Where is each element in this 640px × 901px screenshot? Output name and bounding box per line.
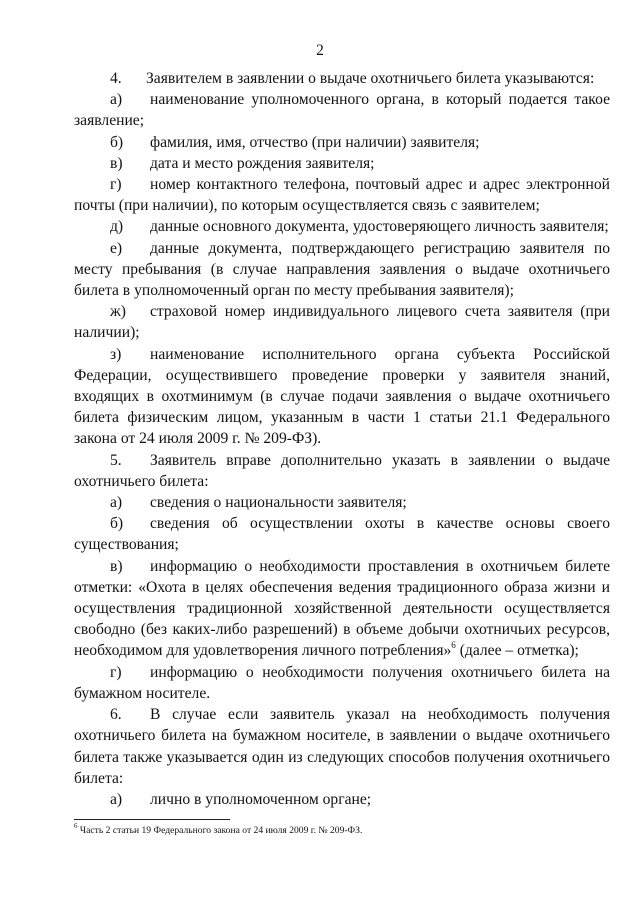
item-marker: 5. [110,451,122,469]
item-text: сведения о национальности заявителя; [150,494,407,512]
item-marker: е) [110,239,123,257]
item-text: информацию о необходимости получения охотничьего билета на бумажном носителе. [74,663,610,702]
item-marker: а) [110,790,123,808]
item-text: номер контактного телефона, почтовый адрес и адрес электронной почты (при наличии), по которым осуществляется связь с заявителем; [74,176,610,215]
item-5v [74,556,610,662]
item-marker: а) [110,494,123,512]
item-text: данные документа, подтверждающего регистрацию заявителя по месту пребывания (в случае направления заявления о выдаче охотничьего билета в уполномоченный орган по месту пребывания заявителя); [74,239,610,300]
item-marker: б) [110,133,124,151]
item-text: В случае если заявитель указал на необходимость получения охотничьего билета на бумажном носителе, в заявлении о выдаче охотничьего билета также указывается один из следующих способов получения охотничьего билета: [74,706,610,787]
item-marker: в) [110,557,123,575]
paragraph-6 [74,704,610,789]
item-text: фамилия, имя, отчество (при наличии) заявителя; [150,133,480,151]
item-text: наименование исполнительного органа субъекта Российской Федерации, осуществившего проведение проверки у заявителя знаний, входящих в охотминимум (в случае подачи заявления о выдаче охотничьего билета физическим лицом, указанным в части 1 статьи 21.1 Федерального закона от 24 июля 2009 г. № 209-ФЗ). [74,345,610,448]
paragraph-5 [74,450,610,492]
footnote [74,821,610,837]
item-marker: в) [110,154,123,172]
item-5b [74,513,610,555]
item-marker: 4. [110,70,122,87]
item-text-continued: (далее – отметка); [455,642,579,660]
item-marker: д) [110,218,124,236]
item-marker: б) [110,515,124,533]
paragraph-4 [74,68,610,89]
item-marker: г) [110,176,122,194]
item-marker: ж) [110,303,126,321]
item-marker: з) [110,345,122,363]
item-text: страховой номер индивидуального лицевого счета заявителя (при наличии); [74,303,610,342]
footnote-text: Часть 2 статьи 19 Федерального закона от 24 июля 2009 г. № 209-ФЗ. [79,825,363,836]
item-text: информацию о необходимости проставления в охотничьем билете отметки: «Охота в целях обеспечения ведения традиционного образа жизни и осуществления традиционной хозяйственной деятельности осуществляется свободно (без каких-либо разрешений) в объеме добычи охотничьих ресурсов, необходимом для удовлетворения личного потребления» [74,557,610,660]
item-text: дата и место рождения заявителя; [150,154,375,172]
item-marker: г) [110,663,122,681]
item-4e [74,238,610,302]
footnote-reference: 6 [451,640,456,651]
item-marker: а) [110,91,123,109]
item-4a [74,89,610,131]
item-4v [74,153,610,174]
body-text [74,68,610,810]
item-4g [74,174,610,216]
item-4b [74,132,610,153]
item-text: данные основного документа, удостоверяющего личность заявителя; [150,218,609,236]
item-text: сведения об осуществлении охоты в качестве основы своего существования; [74,515,610,554]
page-number: 2 [316,42,324,59]
item-marker: 6. [110,706,122,724]
footnote-marker: 6 [74,821,78,830]
item-5a [74,492,610,513]
footnote-separator [74,819,230,820]
item-4zh [74,301,610,343]
item-text: Заявителем в заявлении о выдаче охотничьего билета указываются: [146,70,595,87]
item-text: Заявитель вправе дополнительно указать в заявлении о выдаче охотничьего билета: [74,451,610,490]
item-text: наименование уполномоченного органа, в который подается такое заявление; [74,91,610,130]
item-4d [74,216,610,237]
item-text: лично в уполномоченном органе; [150,790,372,808]
item-4z [74,344,610,450]
item-6a [74,789,610,810]
item-5g [74,662,610,704]
